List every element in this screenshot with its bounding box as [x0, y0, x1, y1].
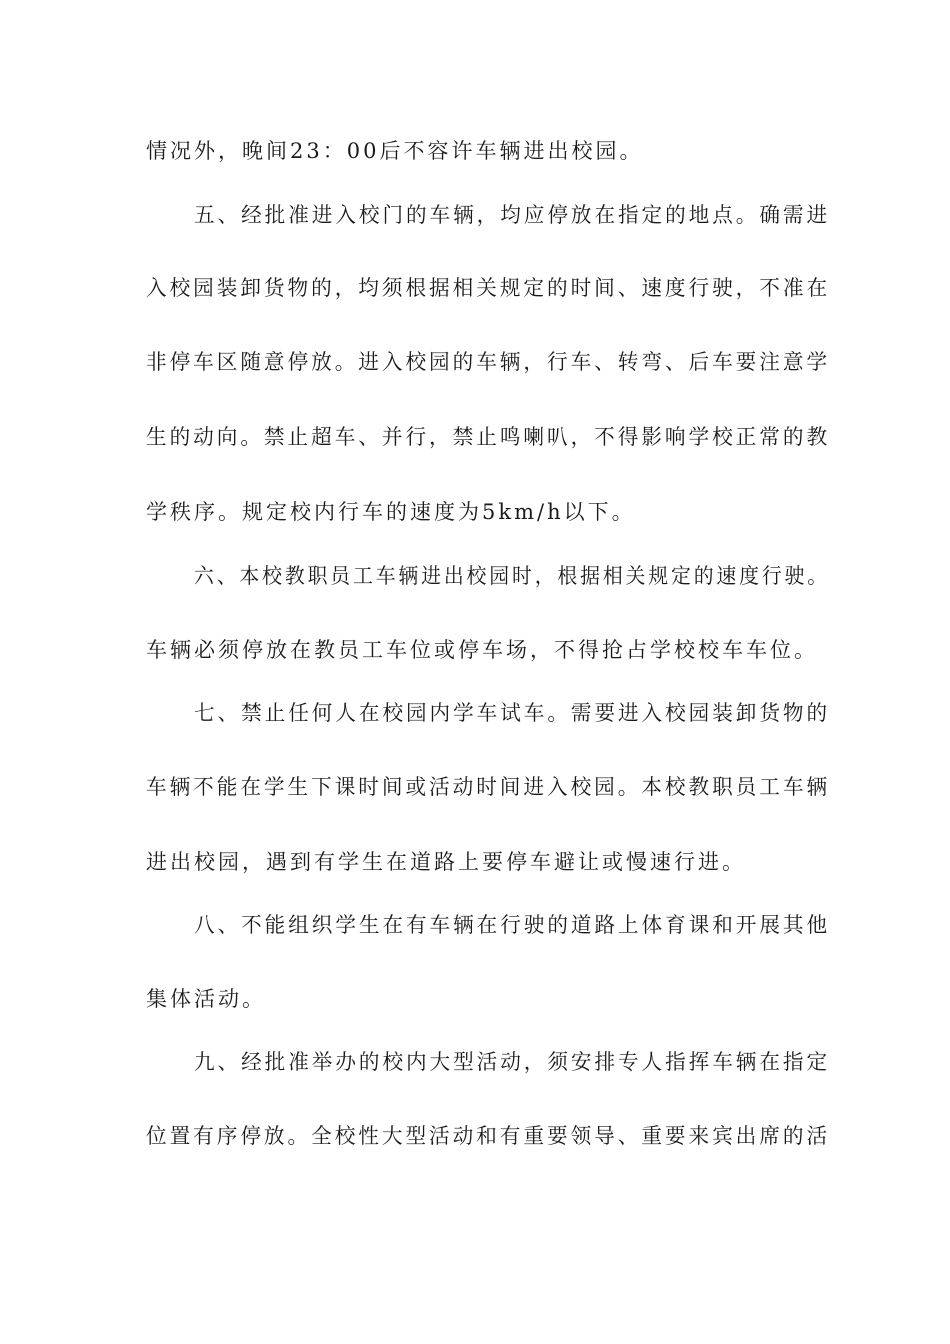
text-line-12: 八、不能组织学生在有车辆在行驶的道路上体育课和开展其他 [194, 913, 831, 937]
text-line-6: 学秩序。规定校内行车的速度为5km/h以下。 [146, 500, 636, 524]
text-line-13: 集体活动。 [146, 987, 266, 1011]
text-line-9: 七、禁止任何人在校园内学车试车。需要进入校园装卸货物的 [194, 701, 831, 725]
text-line-14: 九、经批准举办的校内大型活动，须安排专人指挥车辆在指定 [194, 1050, 831, 1074]
text-line-2: 五、经批准进入校门的车辆，均应停放在指定的地点。确需进 [194, 203, 831, 227]
text-line-1: 情况外，晚间23：00后不容许车辆进出校园。 [146, 139, 644, 163]
text-line-4: 非停车区随意停放。进入校园的车辆，行车、转弯、后车要注意学 [146, 350, 831, 374]
text-line-7: 六、本校教职员工车辆进出校园时，根据相关规定的速度行驶。 [194, 564, 830, 588]
text-line-11: 进出校园，遇到有学生在道路上要停车避让或慢速行进。 [146, 850, 746, 874]
text-line-8: 车辆必须停放在教员工车位或停车场，不得抢占学校校车车位。 [146, 638, 818, 662]
text-line-10: 车辆不能在学生下课时间或活动时间进入校园。本校教职员工车辆 [146, 775, 831, 799]
text-line-3: 入校园装卸货物的，均须根据相关规定的时间、速度行驶，不准在 [146, 276, 831, 300]
text-line-15: 位置有序停放。全校性大型活动和有重要领导、重要来宾出席的活 [146, 1124, 831, 1148]
text-line-5: 生的动向。禁止超车、并行，禁止鸣喇叭，不得影响学校正常的教 [146, 425, 831, 449]
